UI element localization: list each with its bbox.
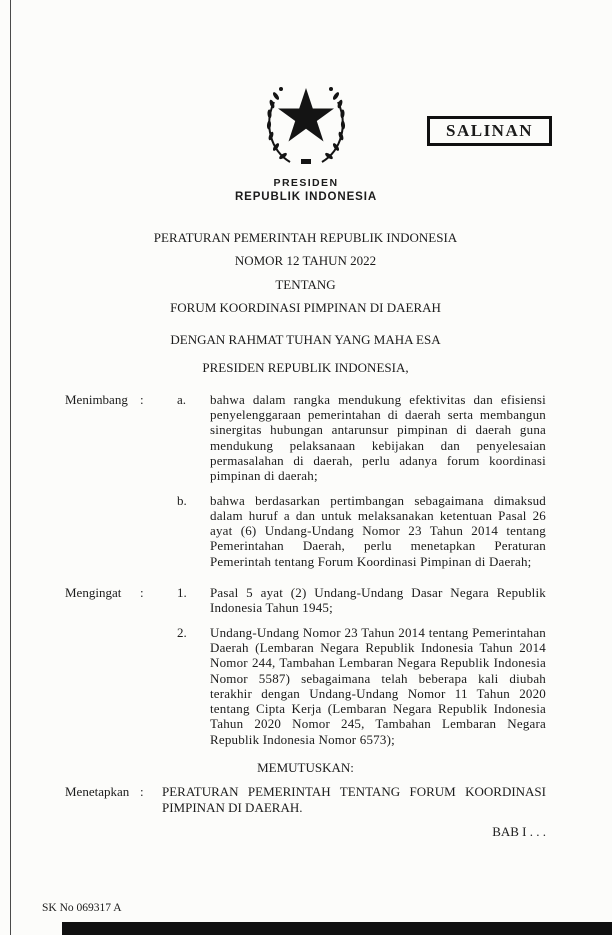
- item-text: bahwa berdasarkan pertimbangan sebagaimana dimaksud dalam huruf a dan untuk melaksanakan ketentuan Pasal 26 ayat (6) Undang-Undang Nomor 23 Tahun 2014 tentang Pemerintahan Daerah, perlu menetapkan Peraturan Pemerintah tentang Forum Koordinasi Pimpinan di Daerah;: [210, 492, 546, 569]
- doc-title-tentang: TENTANG: [275, 276, 336, 292]
- section-colon: :: [140, 784, 144, 800]
- section-menetapkan: [65, 784, 546, 815]
- doc-title-subject: FORUM KOORDINASI PIMPINAN DI DAERAH: [170, 299, 441, 315]
- salinan-stamp: SALINAN: [427, 116, 552, 146]
- list-item: [177, 392, 546, 484]
- document-body: [65, 230, 546, 839]
- preamble-rahmat: DENGAN RAHMAT TUHAN YANG MAHA ESA: [170, 332, 441, 348]
- item-marker: 1.: [177, 585, 187, 601]
- continuation-marker: BAB I . . .: [492, 823, 546, 839]
- menetapkan-text: PERATURAN PEMERINTAH TENTANG FORUM KOORDINASI PIMPINAN DI DAERAH.: [162, 784, 546, 815]
- item-marker: 2.: [177, 624, 187, 640]
- section-label: Mengingat: [65, 585, 122, 601]
- presidential-seal-icon: [256, 76, 356, 177]
- list-item: [177, 493, 546, 569]
- memutuskan-heading: MEMUTUSKAN:: [257, 760, 354, 776]
- section-label: Menimbang: [65, 391, 128, 407]
- letterhead-presiden: PRESIDEN: [273, 177, 339, 189]
- item-marker: b.: [177, 492, 187, 508]
- item-text: Pasal 5 ayat (2) Undang-Undang Dasar Negara Republik Indonesia Tahun 1945;: [210, 585, 546, 616]
- list-item: [177, 585, 546, 616]
- item-text: bahwa dalam rangka mendukung efektivitas dan efisiensi penyelenggaraan pemerintahan di daerah serta membangun sinergitas hubungan antarunsur pimpinan di daerah guna mendukung pelaksanaan kebijakan dan penyelesaian permasalahan di daerah, perlu adanya forum koordinasi pimpinan di daerah;: [210, 391, 546, 484]
- preamble-presiden: PRESIDEN REPUBLIK INDONESIA,: [202, 360, 409, 376]
- section-items: [177, 392, 546, 569]
- section-menimbang: [65, 392, 546, 569]
- scan-bottom-bar: [62, 922, 612, 935]
- letterhead-republik-indonesia: REPUBLIK INDONESIA: [234, 191, 378, 204]
- section-colon: :: [140, 585, 144, 601]
- letterhead: [0, 177, 612, 205]
- section-colon: :: [140, 391, 144, 407]
- scan-edge-line: [10, 0, 11, 935]
- section-mengingat: [65, 585, 546, 747]
- item-marker: a.: [177, 391, 187, 407]
- item-text: Undang-Undang Nomor 23 Tahun 2014 tentang Pemerintahan Daerah (Lembaran Negara Republik Indonesia Tahun 2014 Nomor 244, Tambahan Lembaran Negara Republik Indonesia Nomor 5587) sebagaimana telah beberapa kali diubah terakhir dengan Undang-Undang Nomor 11 Tahun 2020 tentang Cipta Kerja (Lembaran Negara Republik Indonesia Tahun 2020 Nomor 245, Tambahan Lembaran Negara Republik Indonesia Nomor 6573);: [210, 624, 546, 747]
- doc-title-line1: PERATURAN PEMERINTAH REPUBLIK INDONESIA: [153, 230, 458, 245]
- doc-title-number: NOMOR 12 TAHUN 2022: [234, 253, 377, 269]
- section-items: [177, 585, 546, 747]
- section-label: Menetapkan: [65, 784, 130, 800]
- footer-code: SK No 069317 A: [42, 902, 122, 914]
- list-item: [177, 625, 546, 747]
